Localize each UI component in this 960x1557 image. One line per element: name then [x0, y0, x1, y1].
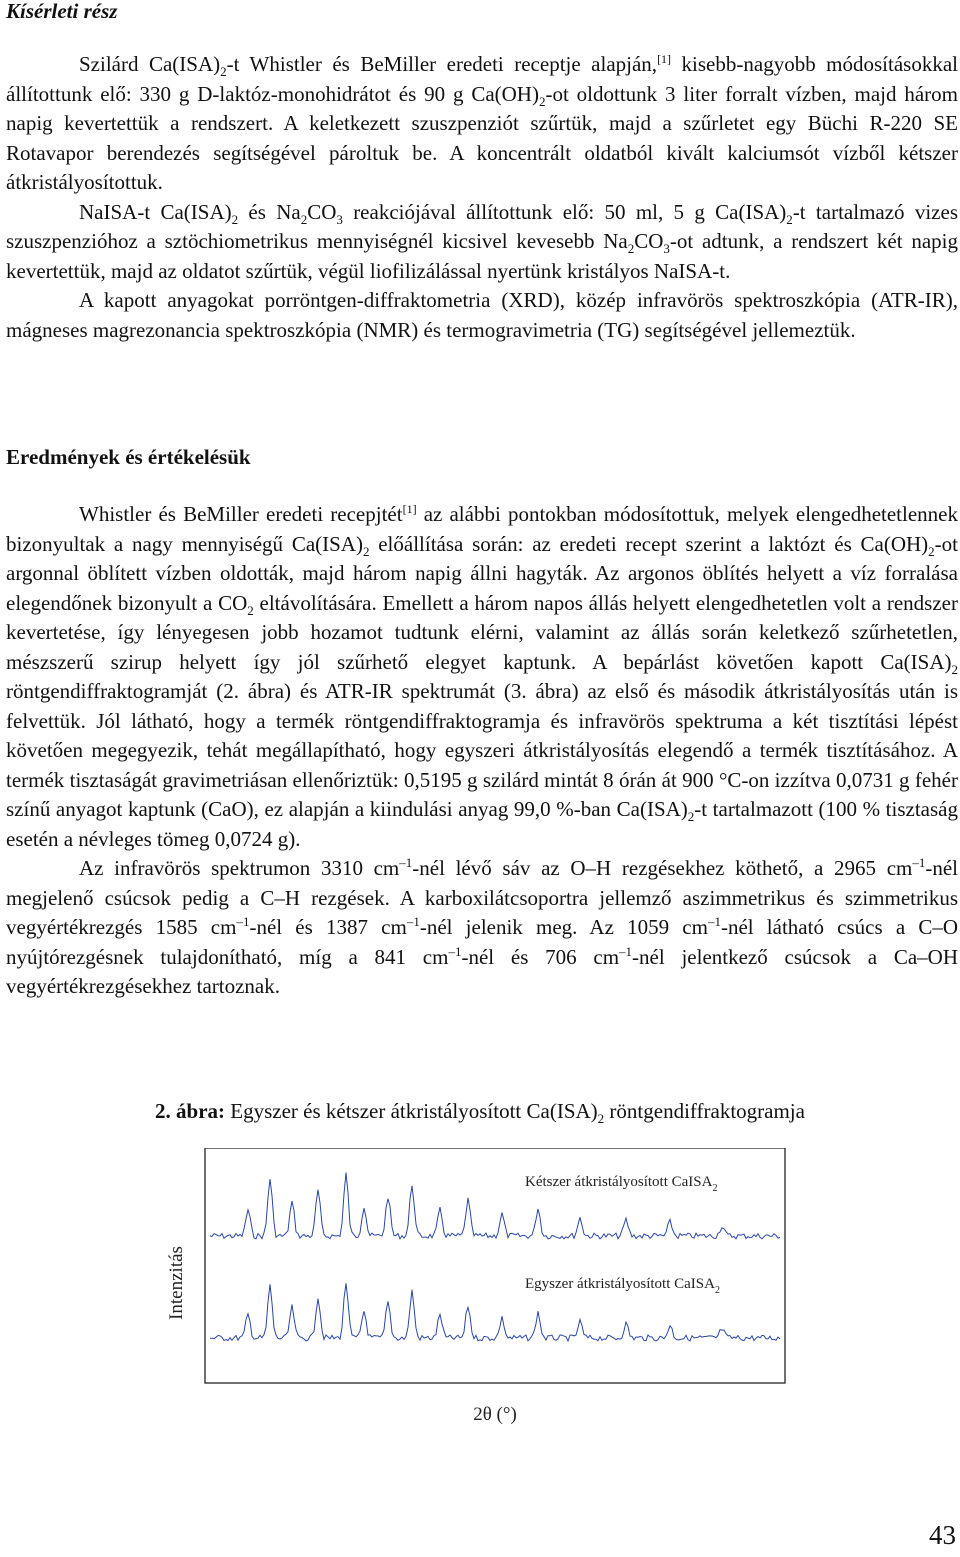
results-body [6, 500, 958, 1002]
section-heading-experimental: Kísérleti rész [6, 0, 118, 23]
figure-caption [0, 1098, 960, 1127]
paragraph: A kapott anyagokat porröntgen-diffraktometria (XRD), közép infravörös spektroszkópia (ATR-IR), mágneses magrezonancia spektroszkópia (NMR) és termogravimetria (TG) segítségével jellemeztük. [6, 288, 958, 342]
figure-caption-tail: röntgendiffraktogramja [604, 1099, 805, 1123]
paragraph: NaISA-t $Ca(ISA)_2$ és $Na_2CO_3$ reakciójával állítottunk elő: 50 ml, 5 g $Ca(ISA)_2-t$ tartalmazó vizes szuszpenzióhoz a sztöchiometrikus mennyiségnél kicsivel kevesebb $Na_2CO_3-ot$ adtunk, a rendszert két napig kevertettük, majd az oldatot szűrtük, végül liofilizálással nyertünk kristályos NaISA-t. [6, 199, 958, 283]
paragraph: Whistler és BeMiller eredeti recepjtét[1] az alábbi pontokban módosítottuk, melyek elengedhetetlennek bizonyultak a nagy mennyiségű $Ca(ISA)_2$ előállítása során: az eredeti recept szerint a laktózt és $Ca(OH)_2-ot$ argonnal öblített vízben oldották, majd három napig állni hagyták. Az argonos öblítés helyett a víz forralása elegendőnek bizonyult a $CO_2$ eltávolítására. Emellett a három napos állás helyett elengedhetetlen volt a rendszer kevertetése, így lényegesen jobb hozamot tudtunk elérni, valamint az állás során keletkező szűrhetetlen, mészszerű szirup helyett így jól szűrhető elegyet kaptunk. A bepárlást követően kapott $Ca(ISA)_2$ röntgendiffraktogramját (2. ábra) és ATR-IR spektrumát (3. ábra) az első és második átkristályosítás után is felvettük. Jól látható, hogy a termék röntgendiffraktogramja és infravörös spektruma a két tisztítási lépést követően megegyezik, tehát megállapítható, hogy egyszeri átkristályosítás elegendő a termék tisztításához. A termék tisztaságát gravimetriásan ellenőriztük: 0,5195 g szilárd mintát 8 órán át 900 °C-on izzítva 0,0731 g fehér színű anyagot kaptunk (CaO), ez alapján a kiindulási anyag 99,0 %-ban $Ca(ISA)_2-t$ tartalmazott (100 % tisztaság esetén a névleges tömeg 0,0724 g). [6, 502, 958, 851]
figure-caption-label: 2. ábra: [155, 1099, 226, 1123]
xrd-figure [150, 1148, 800, 1428]
figure-xlabel: 2θ (°) [473, 1404, 517, 1425]
page-number: 43 [929, 1520, 956, 1550]
bottom-trace-label: Egyszer átkristályosított CaISA$_2$ [525, 1276, 720, 1296]
figure-caption-sub: 2 [597, 1111, 605, 1127]
section-heading-results: Eredmények és értékelésük [6, 445, 251, 469]
figure-caption-text: Egyszer és kétszer átkristályosított Ca(ISA) [230, 1099, 598, 1123]
top-trace-label: Kétszer átkristályosított CaISA$_2$ [525, 1174, 718, 1194]
paragraph: Az infravörös spektrumon 3310 $cm^{-1}$-nél lévő sáv az O–H rezgésekhez köthető, a 2965 $cm^{-1}$-nél megjelenő csúcsok pedig a C–H rezgések. A karboxilátcsoportra jellemző aszimmetrikus és szimmetrikus vegyértékrezgés 1585 $cm^{-1}$-nél és 1387 $cm^{-1}$-nél jelenik meg. Az 1059 $cm^{-1}$-nél látható csúcs a C–O nyújtórezgésnek tulajdonítható, míg a 841 $cm^{-1}$-nél és 706 $cm^{-1}$-nél jelentkező csúcsok a Ca–OH vegyértékrezgésekhez tartoznak. [6, 855, 959, 998]
experimental-body [6, 50, 958, 345]
paragraph: Szilárd $Ca(ISA)_2-t$ Whistler és BeMiller eredeti receptje alapján,[1] kisebb-nagyobb módosításokkal állítottunk elő: 330 g D-laktóz-monohidrátot és 90 g $Ca(OH)_2-ot$ oldottunk 3 liter forralt vízben, majd három napig kevertettük a rendszert. A keletkezett szuszpenziót szűrtük, majd a szűrletet egy Büchi R-220 SE Rotavapor berendezés segítségével pároltuk be. A koncentrált oldatból kivált kalciumsót vízből kétszer átkristályosítottuk. [6, 52, 959, 194]
figure-ylabel: Intenzitás [166, 1246, 187, 1320]
